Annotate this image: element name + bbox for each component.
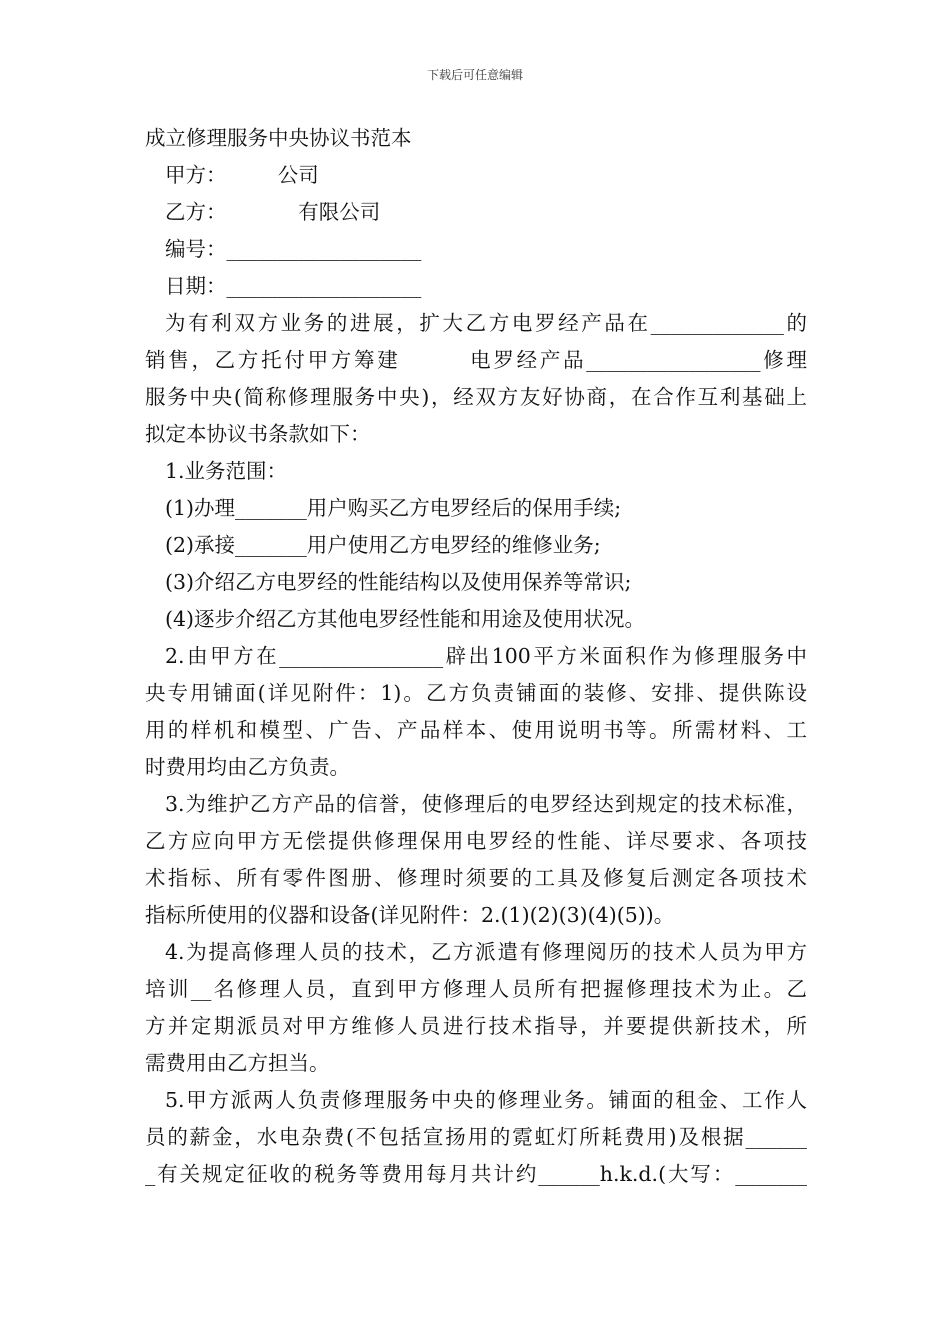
body-line: 为有利双方业务的进展，扩大乙方电罗经产品在_____________的 <box>165 311 807 335</box>
party-b-line: 乙方： 有限公司 <box>165 200 381 224</box>
clause-1-item: (3)介绍乙方电罗经的性能结构以及使用保养等常识; <box>165 570 632 594</box>
clause-2-line: 时费用均由乙方负责。 <box>145 755 350 779</box>
clause-3-line: 术指标、所有零件图册、修理时须要的工具及修复后测定各项技术 <box>145 866 807 890</box>
body-line: 服务中央(简称修理服务中央)，经双方友好协商，在合作互利基础上 <box>145 385 807 409</box>
body-line: 拟定本协议书条款如下： <box>145 422 371 446</box>
body-line: 销售，乙方托付甲方筹建 电罗经产品_________________修理 <box>145 348 807 372</box>
clause-2-line: 央专用铺面(详见附件：1)。乙方负责铺面的装修、安排、提供陈设 <box>145 681 807 705</box>
number-line: 编号：___________________ <box>165 237 422 261</box>
clause-4-line: 方并定期派员对甲方维修人员进行技术指导，并要提供新技术，所 <box>145 1014 807 1038</box>
clause-5-line: 5.甲方派两人负责修理服务中央的修理业务。铺面的租金、工作人 <box>165 1088 807 1112</box>
date-line: 日期：___________________ <box>165 274 422 298</box>
party-a-line: 甲方： 公司 <box>165 163 319 187</box>
clause-1-item: (4)逐步介绍乙方其他电罗经性能和用途及使用状况。 <box>165 607 646 631</box>
clause-3-line: 指标所使用的仪器和设备(详见附件：2.(1)(2)(3)(4)(5))。 <box>145 903 675 927</box>
page-header: 下载后可任意编辑 <box>426 68 523 82</box>
clause-3-line: 3.为维护乙方产品的信誉，使修理后的电罗经达到规定的技术标准， <box>165 792 807 816</box>
clause-1-item: (1)办理_______用户购买乙方电罗经后的保用手续; <box>165 496 622 520</box>
clause-4-line: 培训__名修理人员，直到甲方修理人员所有把握修理技术为止。乙 <box>145 977 807 1001</box>
clause-5-line: _有关规定征收的税务等费用每月共计约______h.k.d.(大写：_______ <box>145 1162 807 1186</box>
clause-1-heading: 1.业务范围： <box>165 459 288 483</box>
clause-2-line: 2.由甲方在________________辟出100平方米面积作为修理服务中 <box>165 644 807 668</box>
clause-4-line: 需费用由乙方担当。 <box>145 1051 330 1075</box>
document-title: 成立修理服务中央协议书范本 <box>145 126 412 150</box>
document-body <box>145 120 807 1193</box>
clause-3-line: 乙方应向甲方无偿提供修理保用电罗经的性能、详尽要求、各项技 <box>145 829 807 853</box>
clause-5-line: 员的薪金，水电杂费(不包括宣扬用的霓虹灯所耗费用)及根据______ <box>145 1125 807 1149</box>
clause-1-item: (2)承接_______用户使用乙方电罗经的维修业务; <box>165 533 601 557</box>
clause-2-line: 用的样机和模型、广告、产品样本、使用说明书等。所需材料、工 <box>145 718 807 742</box>
clause-4-line: 4.为提高修理人员的技术，乙方派遣有修理阅历的技术人员为甲方 <box>165 940 807 964</box>
